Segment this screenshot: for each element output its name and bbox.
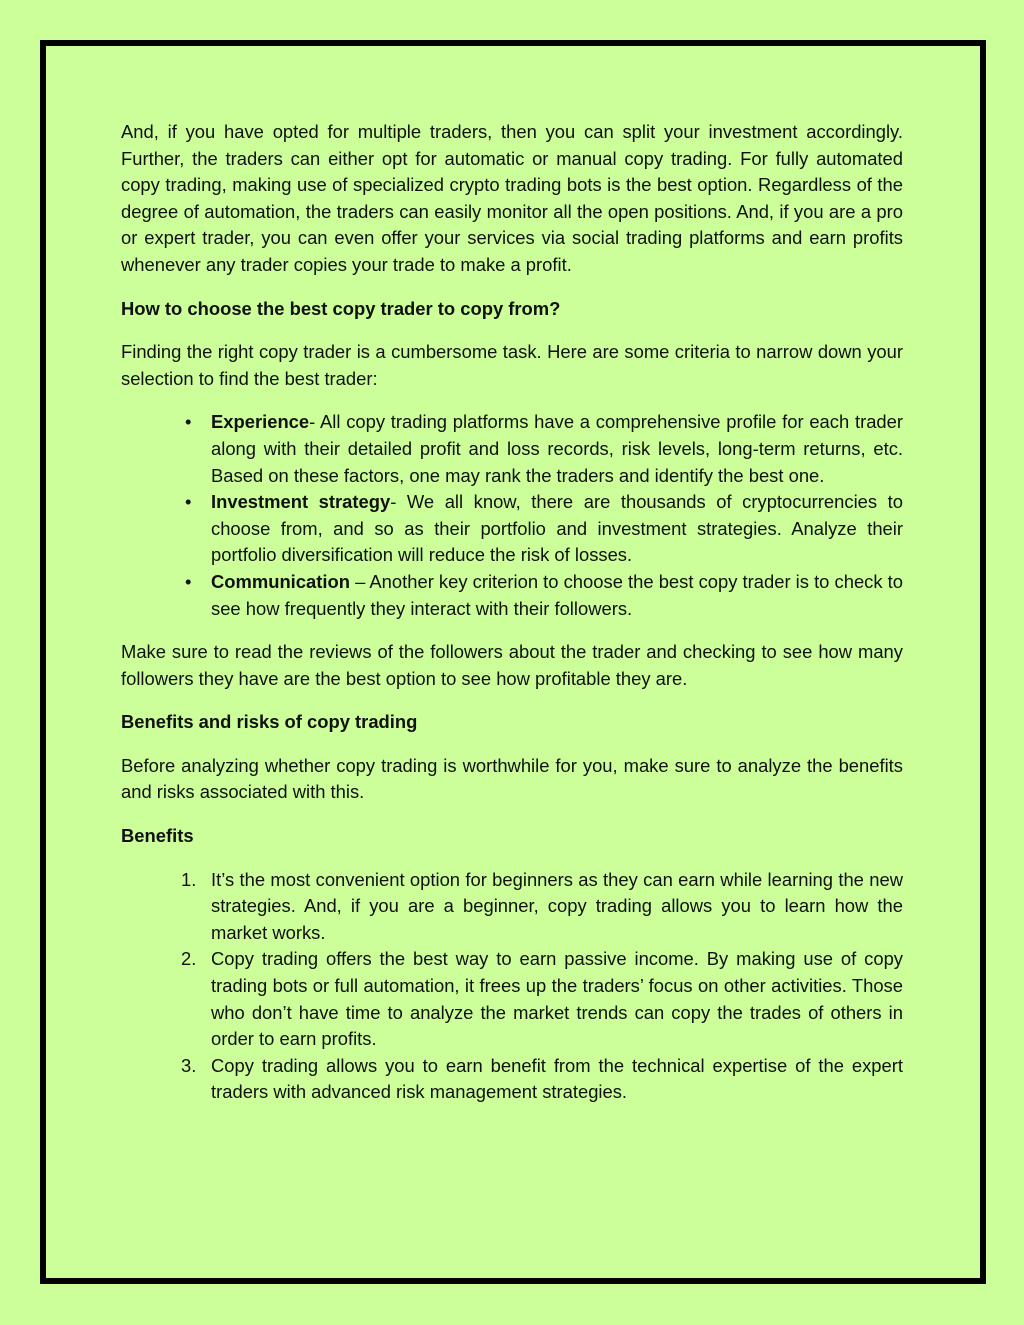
list-item-text: It’s the most convenient option for beginners as they can earn while learning the new strategies. And, if you are a beginner, copy trading allows you to learn how the market works. — [211, 868, 903, 943]
list-item — [185, 489, 903, 569]
benefits-intro-paragraph: Before analyzing whether copy trading is worthwhile for you, make sure to analyze the benefits and risks associated with this. — [121, 754, 903, 803]
criteria-bullet-list — [121, 409, 903, 622]
list-item — [181, 1053, 903, 1106]
document-body — [121, 119, 903, 1123]
bullet-term: Investment strategy — [211, 491, 391, 513]
list-item-text: Copy trading offers the best way to earn passive income. By making use of copy trading bots or full automation, it frees up the traders’ focus on other activities. Those who don’t have time to analyze the market trends can copy the trades of others in order to earn profits. — [211, 948, 903, 1050]
section-heading-benefits-risks: Benefits and risks of copy trading — [121, 711, 418, 733]
list-item — [181, 867, 903, 947]
benefits-numbered-list — [121, 867, 903, 1106]
bullet-text: - All copy trading platforms have a comprehensive profile for each trader along with their detailed profit and loss records, risk levels, long-term returns, etc. Based on these factors, one may rank the traders and identify the best one. — [211, 411, 903, 486]
list-item — [181, 946, 903, 1052]
list-number: 3. — [181, 1054, 197, 1076]
bullet-icon: • — [185, 411, 192, 433]
list-number: 1. — [181, 868, 197, 890]
bullet-icon: • — [185, 570, 192, 592]
list-item — [185, 569, 904, 622]
bullet-term: Communication — [211, 570, 350, 592]
bullet-term: Experience — [211, 411, 310, 433]
section-heading-choose-trader: How to choose the best copy trader to copy from? — [121, 297, 561, 319]
closing-paragraph: Make sure to read the reviews of the followers about the trader and checking to see how many followers they have are the best option to see how profitable they are. — [121, 641, 903, 689]
list-number: 2. — [181, 948, 197, 970]
bullet-text: – Another key criterion to choose the best copy trader is to check to see how frequently they interact with their followers. — [211, 570, 904, 619]
list-item-text: Copy trading allows you to earn benefit from the technical expertise of the expert traders with advanced risk management strategies. — [211, 1054, 903, 1103]
list-item — [185, 409, 903, 489]
subheading-benefits: Benefits — [121, 825, 194, 847]
intro-paragraph: And, if you have opted for multiple traders, then you can split your investment accordingly. Further, the traders can either opt for automatic or manual copy trading. For fully automated copy trading, making use of specialized crypto trading bots is the best option. Regardless of the degree of automation, the traders can easily monitor all the open positions. And, if you are a pro or expert trader, you can even offer your services via social trading platforms and earn profits whenever any trader copies your trade to make a profit. — [121, 121, 903, 275]
bullet-icon: • — [185, 491, 192, 513]
bullet-text: - We all know, there are thousands of cryptocurrencies to choose from, and so as their portfolio and investment strategies. Analyze their portfolio diversification will reduce the risk of losses. — [211, 491, 903, 566]
section-intro-paragraph: Finding the right copy trader is a cumbersome task. Here are some criteria to narrow down your selection to find the best trader: — [121, 341, 903, 389]
